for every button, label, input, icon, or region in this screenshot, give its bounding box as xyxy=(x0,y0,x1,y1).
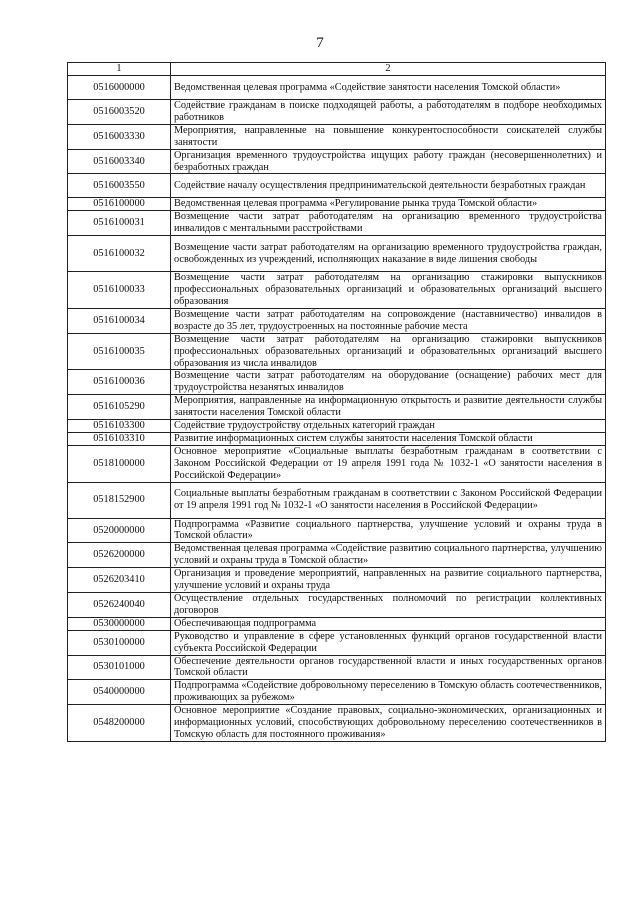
row-code: 0516103300 xyxy=(68,420,171,433)
column-header-description: 2 xyxy=(171,63,606,76)
table-row xyxy=(68,617,606,630)
row-code: 0520000000 xyxy=(68,518,171,543)
row-code: 0516100031 xyxy=(68,211,171,236)
table-row xyxy=(68,174,606,198)
row-description: Осуществление отдельных государственных полномочий по регистрации коллективных договоров xyxy=(171,593,606,618)
table-row xyxy=(68,543,606,568)
table-body xyxy=(68,76,606,742)
row-description: Подпрограмма «Развитие социального партнерства, улучшение условий и охраны труда в Томской области» xyxy=(171,518,606,543)
row-code: 0516100034 xyxy=(68,308,171,333)
table-row xyxy=(68,568,606,593)
row-code: 0526200000 xyxy=(68,543,171,568)
table-row xyxy=(68,308,606,333)
row-code: 0516000000 xyxy=(68,76,171,100)
row-description: Организация и проведение мероприятий, направленных на развитие социального партнерства, улучшение условий и охраны труда xyxy=(171,568,606,593)
table-row xyxy=(68,445,606,482)
row-code: 0526240040 xyxy=(68,593,171,618)
row-description: Ведомственная целевая программа «Регулирование рынка труда Томской области» xyxy=(171,198,606,211)
row-description: Возмещение части затрат работодателям на организацию стажировки выпускников профессиональных образовательных организаций и образовательных организаций высшего образования xyxy=(171,272,606,309)
table-row xyxy=(68,370,606,395)
row-code: 0540000000 xyxy=(68,680,171,705)
table-row xyxy=(68,593,606,618)
table-row xyxy=(68,395,606,420)
table-row xyxy=(68,198,606,211)
row-code: 0516003520 xyxy=(68,100,171,125)
row-description: Содействие гражданам в поиске подходящей работы, а работодателям в подборе необходимых работников xyxy=(171,100,606,125)
row-description: Содействие трудоустройству отдельных категорий граждан xyxy=(171,420,606,433)
row-code: 0526203410 xyxy=(68,568,171,593)
table-row xyxy=(68,432,606,445)
row-code: 0530101000 xyxy=(68,655,171,680)
row-code: 0548200000 xyxy=(68,705,171,742)
row-description: Возмещение части затрат работодателям на организацию стажировки выпускников профессиональных образовательных организаций и образовательных организаций высшего образования из числа инвалидов xyxy=(171,333,606,370)
row-description: Социальные выплаты безработным гражданам в соответствии с Законом Российской Федерации от 19 апреля 1991 год № 1032-1 «О занятости населения в Российской Федерации» xyxy=(171,482,606,518)
row-code: 0516100000 xyxy=(68,198,171,211)
row-code: 0530000000 xyxy=(68,617,171,630)
row-description: Мероприятия, направленные на информационную открытость и развитие деятельности службы занятости населения Томской области xyxy=(171,395,606,420)
table-row xyxy=(68,124,606,149)
row-description: Организация временного трудоустройства ищущих работу граждан (несовершеннолетних) и безработных граждан xyxy=(171,149,606,174)
row-description: Обеспечение деятельности органов государственной власти и иных государственных органов Томской области xyxy=(171,655,606,680)
table-header-row xyxy=(68,63,606,76)
table-row xyxy=(68,482,606,518)
row-description: Основное мероприятие «Создание правовых, социально-экономических, организационных и информационных условий, способствующих добровольному переселению соотечественников в Томскую область для постоянного проживания» xyxy=(171,705,606,742)
row-description: Обеспечивающая подпрограмма xyxy=(171,617,606,630)
table-row xyxy=(68,149,606,174)
table-row xyxy=(68,272,606,309)
column-header-code: 1 xyxy=(68,63,171,76)
row-description: Возмещение части затрат работодателям на оборудование (оснащение) рабочих мест для трудоустройства незанятых инвалидов xyxy=(171,370,606,395)
row-description: Ведомственная целевая программа «Содействие занятости населения Томской области» xyxy=(171,76,606,100)
row-code: 0516100032 xyxy=(68,236,171,272)
table-row xyxy=(68,333,606,370)
table-row xyxy=(68,680,606,705)
row-code: 0516003340 xyxy=(68,149,171,174)
row-description: Возмещение части затрат работодателям на сопровождение (наставничество) инвалидов в возрасте до 35 лет, трудоустроенных на постоянные рабочие места xyxy=(171,308,606,333)
table-row xyxy=(68,236,606,272)
row-code: 0516003330 xyxy=(68,124,171,149)
row-description: Мероприятия, направленные на повышение конкурентоспособности соискателей службы занятости xyxy=(171,124,606,149)
table-row xyxy=(68,705,606,742)
table-row xyxy=(68,211,606,236)
row-code: 0516100033 xyxy=(68,272,171,309)
table-row xyxy=(68,76,606,100)
row-description: Подпрограмма «Содействие добровольному переселению в Томскую область соотечественников, проживающих за рубежом» xyxy=(171,680,606,705)
row-code: 0516100036 xyxy=(68,370,171,395)
row-description: Содействие началу осуществления предпринимательской деятельности безработных граждан xyxy=(171,174,606,198)
table-row xyxy=(68,420,606,433)
row-code: 0518152900 xyxy=(68,482,171,518)
row-code: 0516100035 xyxy=(68,333,171,370)
row-code: 0518100000 xyxy=(68,445,171,482)
row-code: 0530100000 xyxy=(68,630,171,655)
table-row xyxy=(68,630,606,655)
row-description: Руководство и управление в сфере установленных функций органов государственной власти субъекта Российской Федерации xyxy=(171,630,606,655)
page-number: 7 xyxy=(316,35,324,51)
row-description: Возмещение части затрат работодателям на организацию временного трудоустройства инвалидов с ментальными расстройствами xyxy=(171,211,606,236)
table-row xyxy=(68,518,606,543)
row-code: 0516003550 xyxy=(68,174,171,198)
row-description: Ведомственная целевая программа «Содействие развитию социального партнерства, улучшению условий и охраны труда в Томской области» xyxy=(171,543,606,568)
row-code: 0516103310 xyxy=(68,432,171,445)
table-row xyxy=(68,100,606,125)
table-row xyxy=(68,655,606,680)
row-description: Возмещение части затрат работодателям на организацию временного трудоустройства граждан, освобожденных из учреждений, исполняющих наказание в виде лишения свободы xyxy=(171,236,606,272)
classification-table xyxy=(67,62,606,742)
row-description: Основное мероприятие «Социальные выплаты безработным гражданам в соответствии с Законом Российской Федерации от 19 апреля 1991 года № 1032-1 «О занятости населения в Российской Федерации» xyxy=(171,445,606,482)
row-code: 0516105290 xyxy=(68,395,171,420)
row-description: Развитие информационных систем службы занятости населения Томской области xyxy=(171,432,606,445)
